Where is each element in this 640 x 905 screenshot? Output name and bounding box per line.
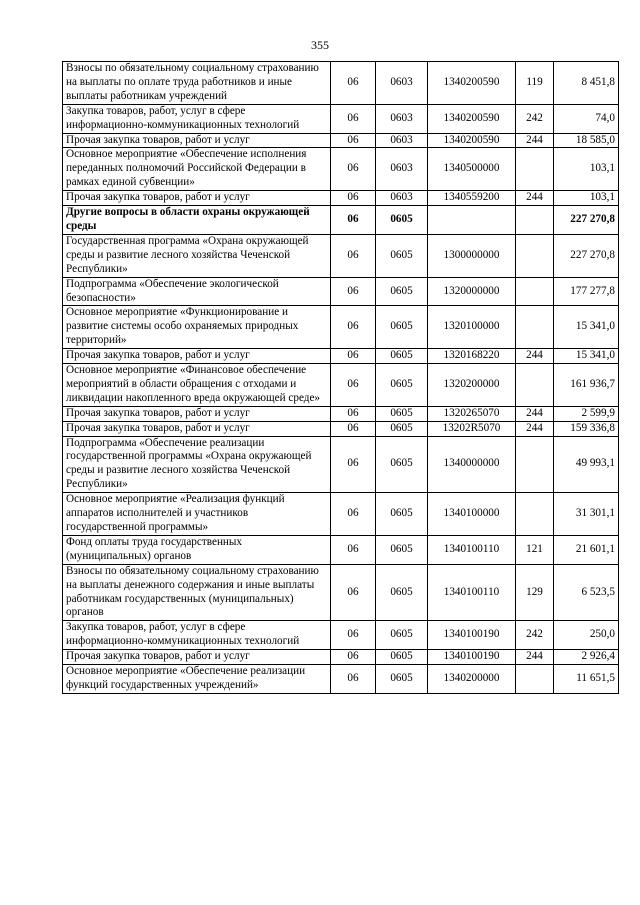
row-name: Основное мероприятие «Функционирование и развитие системы особо охраняемых природных территорий» (63, 306, 331, 349)
row-name: Прочая закупка товаров, работ и услуг (63, 191, 331, 206)
row-amount: 49 993,1 (554, 436, 619, 493)
row-name: Взносы по обязательному социальному страхованию на выплаты по оплате труда работников и иные выплаты работникам учреждений (63, 62, 331, 105)
row-section: 06 (331, 493, 376, 536)
row-section: 06 (331, 306, 376, 349)
row-article: 1340500000 (428, 148, 516, 191)
row-name: Основное мероприятие «Финансовое обеспечение мероприятий в области обращения с отходами и ликвидации накопленного вреда окружающей среде» (63, 364, 331, 407)
row-subsection: 0605 (376, 206, 428, 235)
row-article: 1340559200 (428, 191, 516, 206)
row-expense-type (516, 436, 554, 493)
row-amount: 250,0 (554, 621, 619, 650)
row-expense-type: 242 (516, 104, 554, 133)
row-section: 06 (331, 148, 376, 191)
row-expense-type: 244 (516, 349, 554, 364)
table-row (63, 421, 619, 436)
row-subsection: 0605 (376, 535, 428, 564)
table-row (63, 621, 619, 650)
table-row (63, 564, 619, 621)
row-section: 06 (331, 436, 376, 493)
row-article: 1340100190 (428, 650, 516, 665)
row-article: 1320100000 (428, 306, 516, 349)
row-article: 1340100110 (428, 535, 516, 564)
row-article: 1340000000 (428, 436, 516, 493)
table-row (63, 493, 619, 536)
row-subsection: 0605 (376, 234, 428, 277)
row-subsection: 0603 (376, 133, 428, 148)
row-expense-type (516, 665, 554, 694)
page-number: 355 (311, 38, 329, 52)
row-article: 1340100190 (428, 621, 516, 650)
table-row (63, 148, 619, 191)
row-section: 06 (331, 234, 376, 277)
table-row (63, 535, 619, 564)
row-name: Другие вопросы в области охраны окружающей среды (63, 206, 331, 235)
row-name: Основное мероприятие «Реализация функций аппаратов исполнителей и участников государственной программы» (63, 493, 331, 536)
row-name: Основное мероприятие «Обеспечение реализации функций государственных учреждений» (63, 665, 331, 694)
row-amount: 227 270,8 (554, 234, 619, 277)
row-section: 06 (331, 133, 376, 148)
row-expense-type: 121 (516, 535, 554, 564)
row-article: 1320000000 (428, 277, 516, 306)
row-section: 06 (331, 191, 376, 206)
row-section: 06 (331, 364, 376, 407)
row-expense-type: 244 (516, 133, 554, 148)
row-subsection: 0605 (376, 306, 428, 349)
row-name: Прочая закупка товаров, работ и услуг (63, 406, 331, 421)
row-section: 06 (331, 406, 376, 421)
row-name: Закупка товаров, работ, услуг в сфере информационно-коммуникационных технологий (63, 104, 331, 133)
row-section: 06 (331, 62, 376, 105)
table-row (63, 364, 619, 407)
row-section: 06 (331, 277, 376, 306)
row-amount: 177 277,8 (554, 277, 619, 306)
row-article: 1320200000 (428, 364, 516, 407)
row-name: Подпрограмма «Обеспечение реализации государственной программы «Охрана окружающей среды и развитие лесного хозяйства Чеченской Республики» (63, 436, 331, 493)
row-article: 1340200000 (428, 665, 516, 694)
row-name: Прочая закупка товаров, работ и услуг (63, 133, 331, 148)
row-amount: 103,1 (554, 148, 619, 191)
row-expense-type (516, 364, 554, 407)
row-name: Основное мероприятие «Обеспечение исполнения переданных полномочий Российской Федерации в рамках единой субвенции» (63, 148, 331, 191)
table-row (63, 104, 619, 133)
row-name: Прочая закупка товаров, работ и услуг (63, 421, 331, 436)
row-article (428, 206, 516, 235)
row-subsection: 0605 (376, 436, 428, 493)
row-expense-type: 242 (516, 621, 554, 650)
row-subsection: 0605 (376, 621, 428, 650)
row-amount: 2 926,4 (554, 650, 619, 665)
row-amount: 31 301,1 (554, 493, 619, 536)
table-row (63, 234, 619, 277)
row-amount: 227 270,8 (554, 206, 619, 235)
row-amount: 2 599,9 (554, 406, 619, 421)
row-article: 13202R5070 (428, 421, 516, 436)
row-article: 1300000000 (428, 234, 516, 277)
row-subsection: 0605 (376, 277, 428, 306)
row-subsection: 0605 (376, 564, 428, 621)
row-subsection: 0603 (376, 191, 428, 206)
row-article: 1340100110 (428, 564, 516, 621)
row-subsection: 0603 (376, 148, 428, 191)
table-row (63, 133, 619, 148)
row-name: Фонд оплаты труда государственных (муниципальных) органов (63, 535, 331, 564)
table-row (63, 62, 619, 105)
row-article: 1320265070 (428, 406, 516, 421)
row-expense-type: 244 (516, 406, 554, 421)
budget-table (62, 61, 619, 694)
row-subsection: 0605 (376, 406, 428, 421)
row-section: 06 (331, 349, 376, 364)
row-section: 06 (331, 665, 376, 694)
row-section: 06 (331, 421, 376, 436)
table-row (63, 665, 619, 694)
row-expense-type: 244 (516, 191, 554, 206)
row-article: 1340200590 (428, 133, 516, 148)
row-subsection: 0605 (376, 493, 428, 536)
row-name: Прочая закупка товаров, работ и услуг (63, 650, 331, 665)
row-amount: 18 585,0 (554, 133, 619, 148)
row-amount: 11 651,5 (554, 665, 619, 694)
table-row (63, 436, 619, 493)
row-expense-type (516, 206, 554, 235)
row-amount: 15 341,0 (554, 349, 619, 364)
row-section: 06 (331, 621, 376, 650)
row-section: 06 (331, 564, 376, 621)
row-subsection: 0603 (376, 104, 428, 133)
row-amount: 6 523,5 (554, 564, 619, 621)
row-article: 1340200590 (428, 62, 516, 105)
row-section: 06 (331, 104, 376, 133)
table-row (63, 406, 619, 421)
row-amount: 74,0 (554, 104, 619, 133)
row-expense-type (516, 234, 554, 277)
table-row (63, 206, 619, 235)
row-subsection: 0605 (376, 650, 428, 665)
row-amount: 21 601,1 (554, 535, 619, 564)
row-article: 1320168220 (428, 349, 516, 364)
row-subsection: 0605 (376, 364, 428, 407)
row-section: 06 (331, 206, 376, 235)
row-subsection: 0605 (376, 665, 428, 694)
row-section: 06 (331, 535, 376, 564)
row-section: 06 (331, 650, 376, 665)
row-expense-type: 119 (516, 62, 554, 105)
table-row (63, 650, 619, 665)
row-expense-type (516, 306, 554, 349)
row-name: Подпрограмма «Обеспечение экологической безопасности» (63, 277, 331, 306)
row-amount: 161 936,7 (554, 364, 619, 407)
row-expense-type (516, 277, 554, 306)
row-subsection: 0605 (376, 349, 428, 364)
row-article: 1340100000 (428, 493, 516, 536)
row-name: Взносы по обязательному социальному страхованию на выплаты денежного содержания и иные выплаты работникам государственных (муниципальных) органов (63, 564, 331, 621)
row-subsection: 0603 (376, 62, 428, 105)
table-row (63, 191, 619, 206)
row-subsection: 0605 (376, 421, 428, 436)
row-name: Закупка товаров, работ, услуг в сфере информационно-коммуникационных технологий (63, 621, 331, 650)
row-expense-type (516, 148, 554, 191)
table-row (63, 349, 619, 364)
row-name: Государственная программа «Охрана окружающей среды и развитие лесного хозяйства Чеченской Республики» (63, 234, 331, 277)
row-amount: 103,1 (554, 191, 619, 206)
row-expense-type: 129 (516, 564, 554, 621)
row-article: 1340200590 (428, 104, 516, 133)
table-row (63, 306, 619, 349)
row-amount: 8 451,8 (554, 62, 619, 105)
row-expense-type: 244 (516, 650, 554, 665)
row-expense-type (516, 493, 554, 536)
row-amount: 15 341,0 (554, 306, 619, 349)
row-amount: 159 336,8 (554, 421, 619, 436)
row-expense-type: 244 (516, 421, 554, 436)
table-row (63, 277, 619, 306)
row-name: Прочая закупка товаров, работ и услуг (63, 349, 331, 364)
